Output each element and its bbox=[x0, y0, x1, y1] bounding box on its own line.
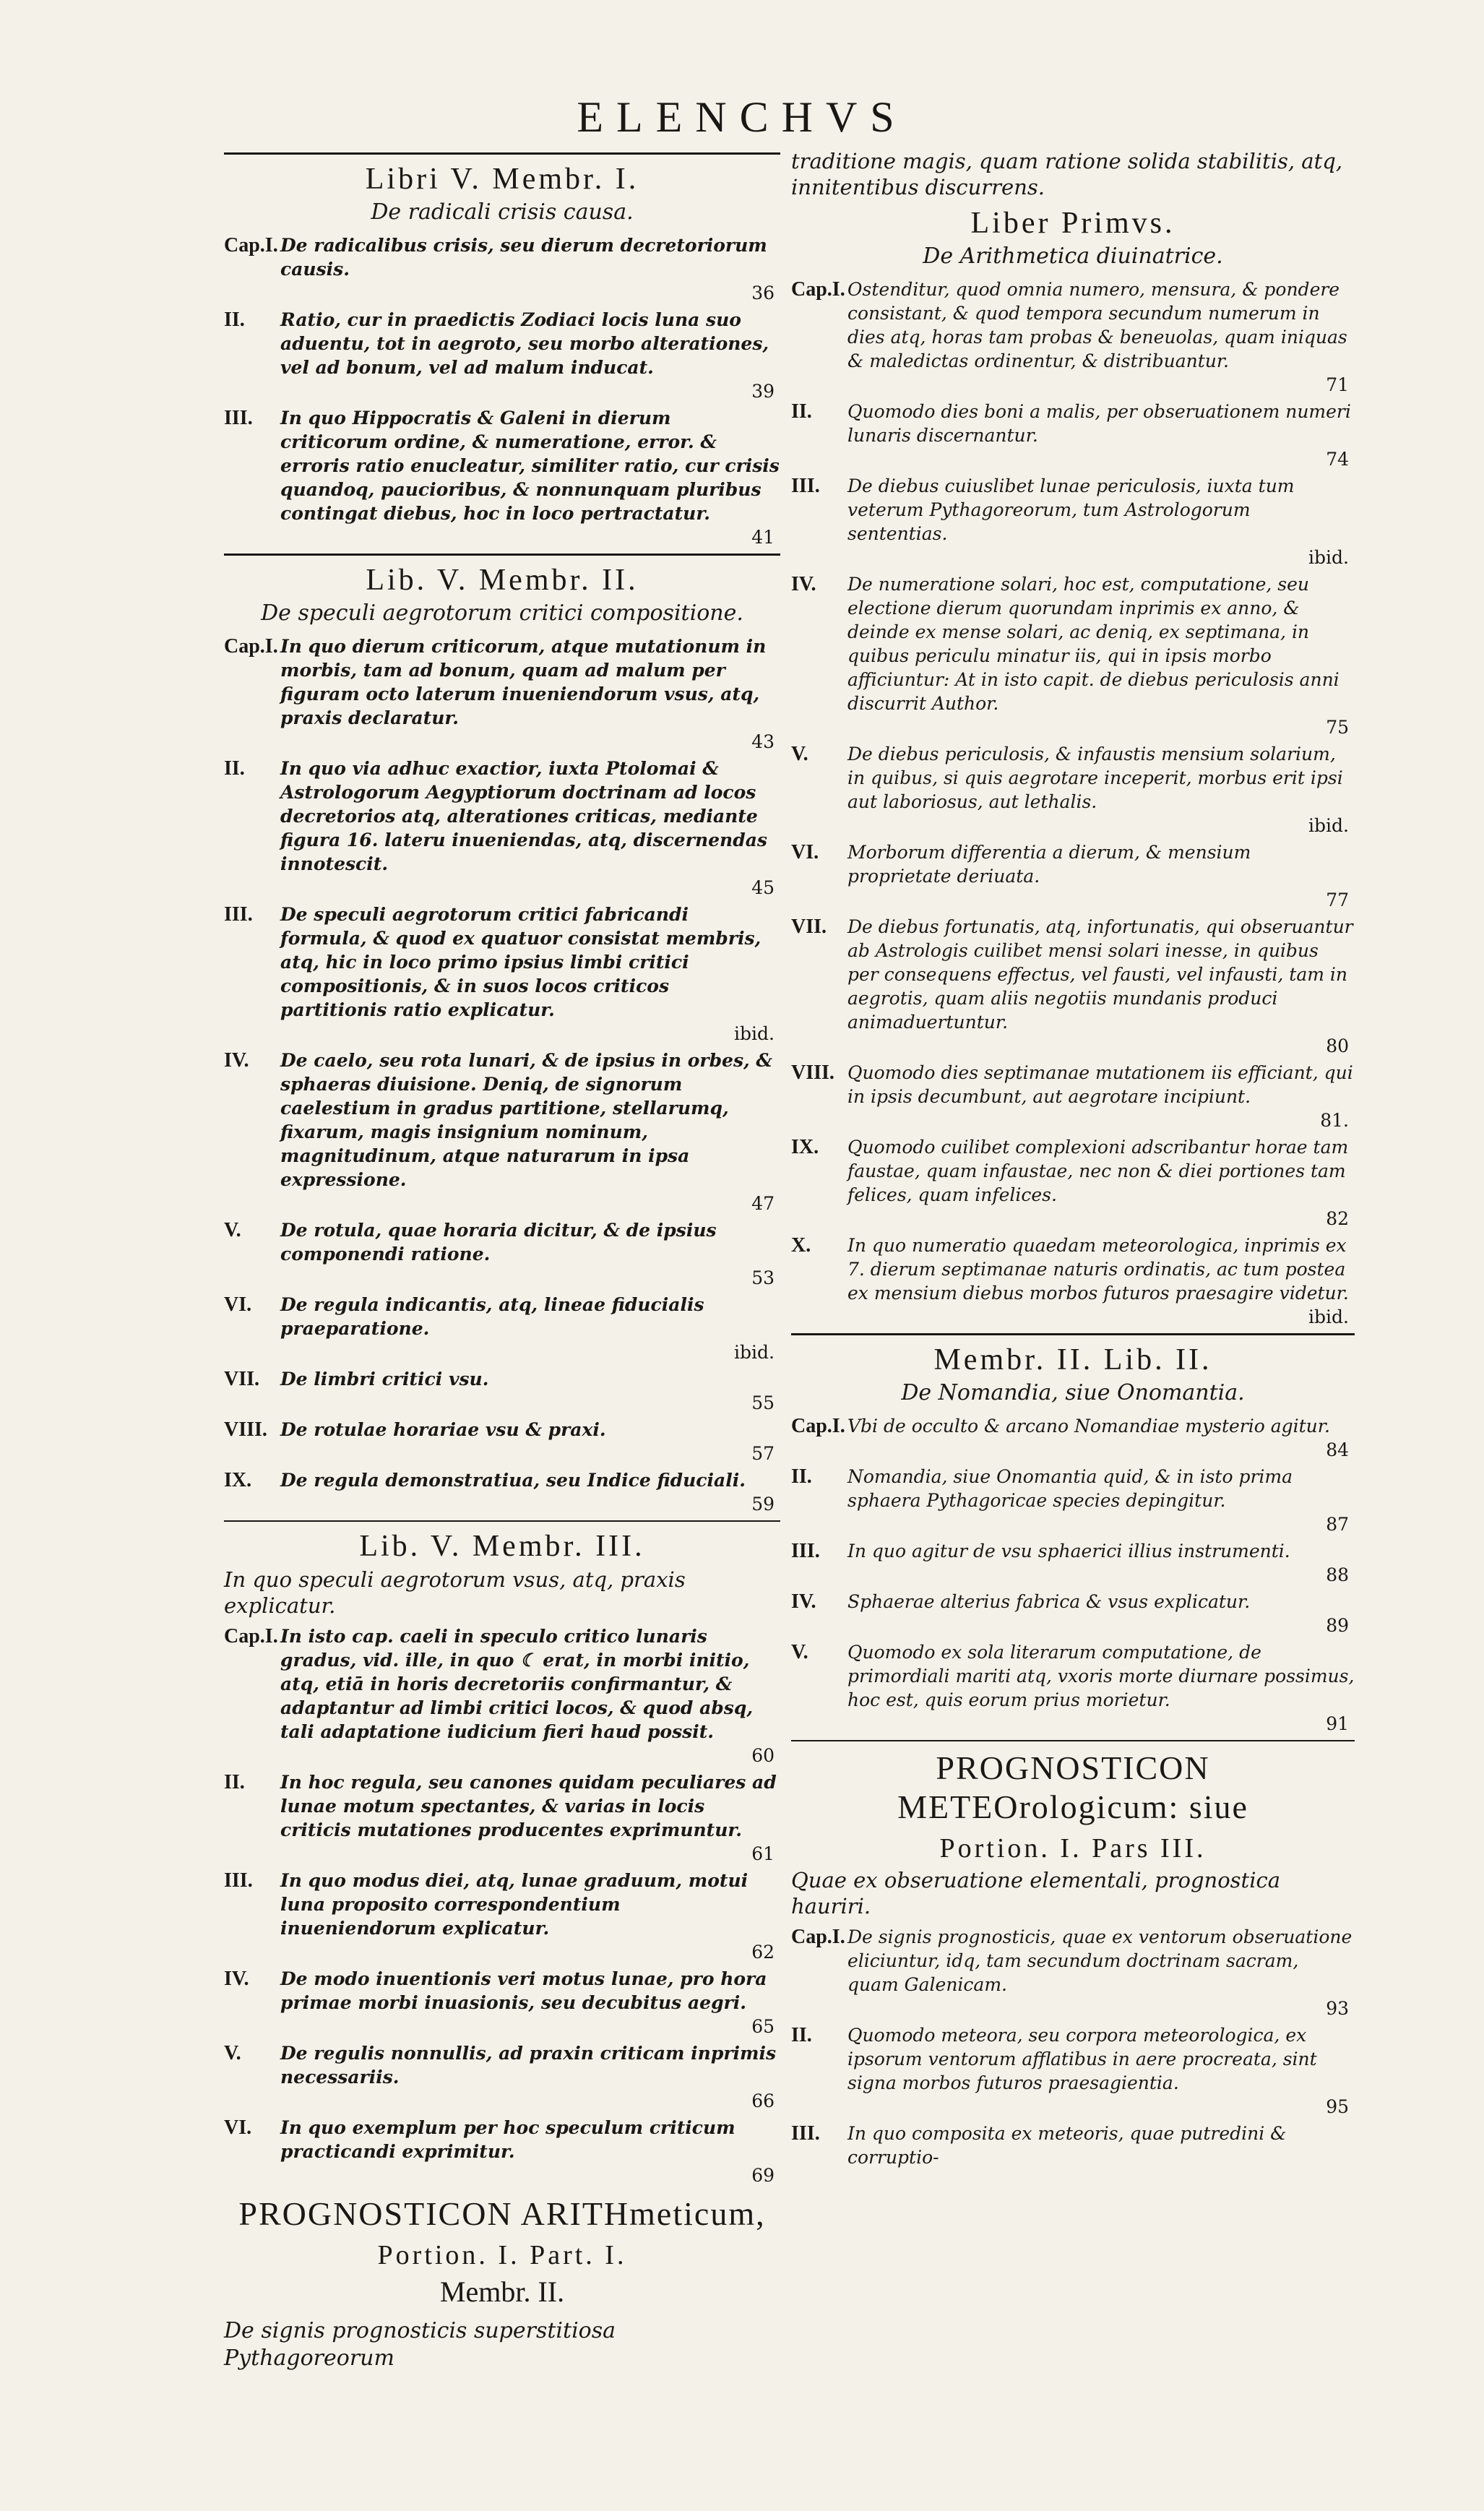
entry-page-number: 82 bbox=[1326, 1208, 1349, 1229]
prognosticon-arith-title: PROGNOSTICON ARITHmeticum, bbox=[238, 2195, 766, 2232]
toc-entry bbox=[224, 1048, 780, 1215]
entry-number: VI. bbox=[224, 1293, 252, 1316]
left-column bbox=[224, 148, 780, 2379]
entry-number: Cap.I. bbox=[791, 278, 845, 301]
toc-entry bbox=[791, 1414, 1355, 1462]
entry-text bbox=[847, 1135, 1355, 1231]
toc-entry bbox=[791, 2122, 1355, 2169]
toc-entry bbox=[791, 2023, 1355, 2119]
entry-page-number: 60 bbox=[751, 1745, 775, 1766]
entry-description: Morborum differentia a dierum, & mensium proprietate deriuata. bbox=[847, 842, 1251, 887]
toc-entry bbox=[224, 903, 780, 1046]
section-title-memb-lib2: Membr. II. Lib. II. bbox=[933, 1343, 1212, 1377]
entry-text bbox=[847, 742, 1355, 837]
section-rule bbox=[224, 1520, 780, 1522]
section-rule bbox=[791, 1333, 1355, 1335]
entry-page-number: 74 bbox=[1326, 449, 1349, 470]
entry-page-number: 75 bbox=[1326, 717, 1349, 738]
toc-entry bbox=[224, 1293, 780, 1364]
entry-page-number: 39 bbox=[751, 381, 775, 402]
entry-number: III. bbox=[791, 1540, 820, 1562]
entry-text bbox=[280, 1967, 780, 2038]
entry-text bbox=[847, 400, 1355, 471]
entry-text bbox=[847, 2122, 1355, 2169]
entry-page-number: ibid. bbox=[1308, 1306, 1349, 1327]
page-header: ELENCHVS bbox=[577, 93, 907, 141]
toc-entry bbox=[791, 1590, 1355, 1637]
entry-text bbox=[280, 1418, 780, 1465]
entry-page-number: 61 bbox=[751, 1843, 775, 1864]
entry-text bbox=[280, 1869, 780, 1964]
entry-text bbox=[847, 1590, 1355, 1637]
section-title-liber: Liber Primvs. bbox=[970, 207, 1175, 240]
entry-number: V. bbox=[224, 2042, 241, 2064]
toc-entry bbox=[224, 406, 780, 549]
entry-description: Nomandia, siue Onomantia quid, & in isto prima sphaera Pythagoricae species depingitur. bbox=[847, 1466, 1293, 1511]
entry-page-number: ibid. bbox=[734, 1023, 775, 1044]
entries-liber bbox=[791, 277, 1355, 1329]
entry-text bbox=[280, 2041, 780, 2113]
entry-description: De limbri critici vsu. bbox=[280, 1369, 489, 1390]
entry-page-number: 81. bbox=[1320, 1110, 1349, 1131]
section-subtitle-memb2: De speculi aegrotorum critici compositione. bbox=[261, 600, 743, 626]
toc-entry bbox=[791, 474, 1355, 569]
entry-text bbox=[847, 1414, 1355, 1462]
toc-entry bbox=[224, 1869, 780, 1964]
toc-entry bbox=[224, 1967, 780, 2038]
entry-text bbox=[280, 2116, 780, 2187]
entry-number: VII. bbox=[791, 916, 827, 938]
entry-page-number: 43 bbox=[751, 731, 775, 752]
entry-text bbox=[847, 1233, 1355, 1329]
entry-page-number: 89 bbox=[1326, 1615, 1349, 1636]
toc-entry bbox=[224, 1367, 780, 1415]
entry-number: III. bbox=[791, 2122, 820, 2145]
entry-number: II. bbox=[791, 2024, 812, 2046]
right-column bbox=[791, 148, 1355, 2172]
entry-description: De modo inuentionis veri motus lunae, pro hora primae morbi inuasionis, seu decubitus aegri. bbox=[280, 1968, 767, 2013]
entry-number: VII. bbox=[224, 1368, 260, 1390]
entry-text bbox=[847, 572, 1355, 739]
entry-description: De rotulae horariae vsu & praxi. bbox=[280, 1419, 606, 1440]
entry-page-number: 95 bbox=[1326, 2096, 1349, 2117]
entry-number: II. bbox=[224, 309, 245, 331]
toc-entry bbox=[791, 572, 1355, 739]
entry-page-number: 62 bbox=[751, 1942, 775, 1963]
entry-text bbox=[280, 406, 780, 549]
prognosticon-arith-membr: Membr. II. bbox=[439, 2275, 565, 2308]
entry-number: Cap.I. bbox=[224, 635, 278, 658]
entry-page-number: ibid. bbox=[1308, 815, 1349, 836]
entries-prognosticon-meteo bbox=[791, 1925, 1355, 2169]
toc-entry bbox=[224, 1418, 780, 1465]
entry-text bbox=[280, 1367, 780, 1415]
entry-number: IV. bbox=[224, 1968, 249, 1990]
toc-entry bbox=[224, 233, 780, 305]
toc-entry bbox=[224, 2041, 780, 2113]
entry-text bbox=[847, 474, 1355, 569]
section-title-memb2: Lib. V. Membr. II. bbox=[366, 564, 639, 597]
entry-text bbox=[847, 1465, 1355, 1536]
section-rule bbox=[224, 152, 780, 155]
entry-description: De regula demonstratiua, seu Indice fiduciali. bbox=[280, 1470, 746, 1491]
entry-description: In quo modus diei, atq, lunae graduum, motui luna proposito correspondentium inueniendorum explicatur. bbox=[280, 1870, 749, 1939]
toc-entry bbox=[791, 1640, 1355, 1736]
entry-page-number: 77 bbox=[1326, 890, 1349, 910]
entry-description: Quomodo cuilibet complexioni adscribantur horae tam faustae, quam infaustae, nec non & diei portiones tam felices, quam infelices. bbox=[847, 1137, 1349, 1205]
section-intro-memb3: In quo speculi aegrotorum vsus, atq, praxis explicatur. bbox=[224, 1567, 686, 1618]
entry-description: In hoc regula, seu canones quidam peculiares ad lunae motum spectantes, & varias in locis criticis mutationes producentes exprimuntur. bbox=[280, 1772, 777, 1840]
section-rule bbox=[224, 554, 780, 556]
entry-text bbox=[280, 1048, 780, 1215]
entry-description: Quomodo ex sola literarum computatione, de primordiali mariti atq, vxoris morte diurnare possimus, hoc est, quis eorum prius morietur. bbox=[847, 1642, 1355, 1710]
entry-description: De speculi aegrotorum critici fabricandi formula, & quod ex quatuor consistat membris, atq, hic in loco primo ipsius limbi critici compositionis, & in suos locos criticos partitionis ratio explicatur. bbox=[280, 904, 762, 1020]
entry-page-number: 53 bbox=[751, 1267, 775, 1288]
entry-text bbox=[280, 233, 780, 305]
entry-number: V. bbox=[791, 743, 808, 765]
entry-number: VIII. bbox=[224, 1418, 267, 1441]
toc-entry bbox=[791, 1465, 1355, 1536]
entry-page-number: 84 bbox=[1326, 1439, 1349, 1460]
entry-description: De radicalibus crisis, seu dierum decretoriorum causis. bbox=[280, 235, 767, 280]
section-subtitle-liber: De Arithmetica diuinatrice. bbox=[923, 244, 1223, 269]
entry-text bbox=[847, 277, 1355, 397]
entry-number: X. bbox=[791, 1234, 811, 1257]
toc-entry bbox=[224, 1468, 780, 1516]
toc-entry bbox=[791, 840, 1355, 912]
entry-description: De regulis nonnullis, ad praxin criticam inprimis necessariis. bbox=[280, 2043, 777, 2088]
prognosticon-arith-portion: Portion. I. Part. I. bbox=[377, 2240, 627, 2270]
entry-description: De numeratione solari, hoc est, computatione, seu electione dierum quorundam inprimis ex anno, & deinde ex mense solari, ac deniq, ex septimana, in quibus periculu minatur iis, qui in ipsis morbo afficiuntur: At in isto capit. de diebus periculosis anni discurrit Author. bbox=[847, 574, 1340, 714]
toc-entry bbox=[791, 1539, 1355, 1587]
toc-entry bbox=[224, 1770, 780, 1866]
entry-number: V. bbox=[791, 1641, 808, 1663]
prognosticon-meteo-intro: Quae ex obseruatione elementali, prognostica hauriri. bbox=[791, 1868, 1280, 1918]
entry-number: III. bbox=[224, 407, 253, 429]
entries-memb3 bbox=[224, 1624, 780, 2187]
entry-text bbox=[280, 757, 780, 900]
entry-description: Quomodo dies boni a malis, per obseruationem numeri lunaris discernantur. bbox=[847, 401, 1351, 446]
entry-number: VI. bbox=[224, 2116, 252, 2139]
entry-number: V. bbox=[224, 1219, 241, 1241]
toc-entry bbox=[791, 1061, 1355, 1132]
continued-text: traditione magis, quam ratione solida stabilitis, atq, innitentibus discurrens. bbox=[791, 149, 1343, 199]
entries-memb1 bbox=[224, 233, 780, 549]
entry-description: De diebus cuiuslibet lunae periculosis, iuxta tum veterum Pythagoreorum, tum Astrologorum sententias. bbox=[847, 475, 1295, 544]
entry-description: In quo dierum criticorum, atque mutationum in morbis, tam ad bonum, quam ad malum per figuram octo laterum inueniendorum vsus, atq, praxis declaratur. bbox=[280, 636, 767, 728]
entry-text bbox=[847, 1061, 1355, 1132]
entry-number: III. bbox=[791, 475, 820, 497]
entry-page-number: 93 bbox=[1326, 1998, 1349, 2019]
toc-entry bbox=[791, 1925, 1355, 2020]
toc-entry bbox=[791, 400, 1355, 471]
entry-description: Vbi de occulto & arcano Nomandiae mysterio agitur. bbox=[847, 1416, 1330, 1437]
toc-entry bbox=[224, 2116, 780, 2187]
entry-number: II. bbox=[224, 757, 245, 780]
entry-description: In isto cap. caeli in speculo critico lunaris gradus, vid. ille, in quo ☾ erat, in morbi initio, atq, etiā in horis decretoriis confirmantur, & adaptantur ad limbi critici locos, & quod absq, tali adaptatione iudicium fieri haud possit. bbox=[280, 1626, 754, 1742]
entry-text bbox=[847, 1640, 1355, 1736]
entry-page-number: 45 bbox=[751, 877, 775, 898]
toc-entry bbox=[791, 1233, 1355, 1329]
entry-page-number: 88 bbox=[1326, 1564, 1349, 1585]
entry-number: II. bbox=[791, 400, 812, 423]
entry-text bbox=[280, 1770, 780, 1866]
section-title-memb1: Libri V. Membr. I. bbox=[365, 163, 639, 196]
entry-text bbox=[847, 915, 1355, 1058]
entry-page-number: 41 bbox=[751, 527, 775, 548]
entry-description: De diebus fortunatis, atq, infortunatis, qui obseruantur ab Astrologis cuilibet mensi solari inesse, in quibus per consequens effectus, vel fausti, vel infausti, tam in aegrotis, quam aliis negotiis mundanis produci animaduertuntur. bbox=[847, 916, 1353, 1033]
entry-description: Ratio, cur in praedictis Zodiaci locis luna suo aduentu, tot in aegroto, seu morbo alterationes, vel ad bonum, vel ad malum inducat. bbox=[280, 309, 769, 378]
entry-number: III. bbox=[224, 903, 253, 926]
entry-description: De diebus periculosis, & infaustis mensium solarium, in quibus, si quis aegrotare inceperit, morbus erit ipsi aut laboriosus, aut lethalis. bbox=[847, 744, 1343, 812]
entry-description: De regula indicantis, atq, lineae fiducialis praeparatione. bbox=[280, 1294, 704, 1339]
toc-entry bbox=[791, 277, 1355, 397]
entry-number: IV. bbox=[791, 1590, 816, 1613]
entry-number: IV. bbox=[224, 1049, 249, 1072]
entry-text bbox=[280, 903, 780, 1046]
entry-number: II. bbox=[224, 1771, 245, 1793]
entry-description: De signis prognosticis, quae ex ventorum obseruatione eliciuntur, idq, tam secundum doctrinam sacram, quam Galenicam. bbox=[847, 1926, 1353, 1995]
entry-number: Cap.I. bbox=[224, 234, 278, 257]
entries-memb2 bbox=[224, 634, 780, 1516]
entry-description: Ostenditur, quod omnia numero, mensura, & pondere consistant, & quod tempora secundum numerum in dies atq, horas tam probas & beneuolas, quam iniquas & maledictas ordinentur, & distribuantur. bbox=[847, 279, 1347, 371]
toc-entry bbox=[224, 1218, 780, 1290]
section-rule bbox=[791, 1740, 1355, 1741]
entries-memb-lib2 bbox=[791, 1414, 1355, 1736]
entry-description: Sphaerae alterius fabrica & vsus explicatur. bbox=[847, 1591, 1251, 1612]
entry-number: Cap.I. bbox=[791, 1926, 845, 1948]
entry-text bbox=[847, 2023, 1355, 2119]
entry-page-number: 80 bbox=[1326, 1035, 1349, 1056]
entry-description: De rotula, quae horaria dicitur, & de ipsius componendi ratione. bbox=[280, 1220, 717, 1265]
section-title-memb3: Lib. V. Membr. III. bbox=[359, 1530, 645, 1563]
entry-number: Cap.I. bbox=[791, 1415, 845, 1437]
entry-text bbox=[280, 1218, 780, 1290]
section-subtitle-memb-lib2: De Nomandia, siue Onomantia. bbox=[901, 1380, 1245, 1405]
toc-entry bbox=[224, 634, 780, 754]
entry-number: VI. bbox=[791, 841, 819, 863]
entry-number: Cap.I. bbox=[224, 1625, 278, 1648]
section-subtitle-memb1: De radicali crisis causa. bbox=[371, 199, 634, 225]
entry-number: VIII. bbox=[791, 1061, 834, 1084]
entry-page-number: 57 bbox=[751, 1443, 775, 1464]
entry-number: IV. bbox=[791, 573, 816, 595]
prognosticon-meteo-title: PROGNOSTICON METEOrologicum: siue bbox=[897, 1749, 1248, 1825]
entry-text bbox=[280, 308, 780, 403]
toc-entry bbox=[224, 1624, 780, 1767]
entry-text bbox=[280, 1624, 780, 1767]
entry-text bbox=[847, 1925, 1355, 2020]
entry-page-number: ibid. bbox=[1308, 547, 1349, 568]
toc-entry bbox=[224, 308, 780, 403]
entry-page-number: 47 bbox=[751, 1193, 775, 1214]
entry-description: De caelo, seu rota lunari, & de ipsius in orbes, & sphaeras diuisione. Deniq, de signorum caelestium in gradus partitione, stellarumq, fixarum, magis insignium nominum, magnitudinum, atque naturarum in ipsa expressione. bbox=[280, 1050, 773, 1190]
entry-page-number: 65 bbox=[751, 2016, 775, 2037]
entry-number: IX. bbox=[791, 1136, 819, 1158]
entry-text bbox=[280, 634, 780, 754]
entry-page-number: 91 bbox=[1326, 1713, 1349, 1734]
entry-page-number: 59 bbox=[751, 1494, 775, 1515]
entry-page-number: 71 bbox=[1326, 374, 1349, 395]
entry-page-number: 36 bbox=[751, 283, 775, 303]
entry-description: In quo Hippocratis & Galeni in dierum criticorum ordine, & numeratione, error. & erroris ratio enucleatur, similiter ratio, cur crisis quandoq, paucioribus, & nonnunquam pluribus contingat diebus, hoc in loco pertractatur. bbox=[280, 408, 780, 524]
toc-entry bbox=[791, 915, 1355, 1058]
entry-page-number: ibid. bbox=[734, 1342, 775, 1363]
entry-text bbox=[280, 1293, 780, 1364]
toc-entry bbox=[791, 742, 1355, 837]
entry-text bbox=[847, 1539, 1355, 1587]
entry-description: In quo agitur de vsu sphaerici illius instrumenti. bbox=[847, 1541, 1290, 1562]
entry-description: Quomodo dies septimanae mutationem iis efficiant, qui in ipsis decumbunt, aut aegrotare incipiunt. bbox=[847, 1062, 1353, 1107]
entry-description: In quo composita ex meteoris, quae putredini & corruptio- bbox=[847, 2123, 1287, 2168]
entry-page-number: 69 bbox=[751, 2165, 775, 2186]
entry-text bbox=[280, 1468, 780, 1516]
entry-page-number: 55 bbox=[751, 1392, 775, 1413]
entry-description: Quomodo meteora, seu corpora meteorologica, ex ipsorum ventorum afflatibus in aere procreata, sint signa morbos futuros praesagientia. bbox=[847, 2025, 1317, 2093]
entry-text bbox=[847, 840, 1355, 912]
toc-entry bbox=[224, 757, 780, 900]
entry-page-number: 66 bbox=[751, 2090, 775, 2111]
entry-number: III. bbox=[224, 1869, 253, 1892]
entry-page-number: 87 bbox=[1326, 1514, 1349, 1535]
entry-description: In quo numeratio quaedam meteorologica, inprimis ex 7. dierum septimanae naturis ordinatis, ac tum postea ex mensium diebus morbos futuros praesagire videtur. bbox=[847, 1235, 1349, 1304]
prognosticon-meteo-portion: Portion. I. Pars III. bbox=[939, 1833, 1207, 1864]
prognosticon-arith-desc: De signis prognosticis superstitiosa Pythagoreorum bbox=[224, 2318, 616, 2371]
entry-description: In quo via adhuc exactior, iuxta Ptolomai & Astrologorum Aegyptiorum doctrinam ad locos decretorios atq, alterationes criticas, mediante figura 16. lateru inueniendas, atq, discernendas innotescit. bbox=[280, 758, 767, 874]
entry-description: In quo exemplum per hoc speculum criticum practicandi exprimitur. bbox=[280, 2117, 735, 2162]
toc-entry bbox=[791, 1135, 1355, 1231]
entry-number: II. bbox=[791, 1465, 812, 1488]
entry-number: IX. bbox=[224, 1469, 252, 1491]
